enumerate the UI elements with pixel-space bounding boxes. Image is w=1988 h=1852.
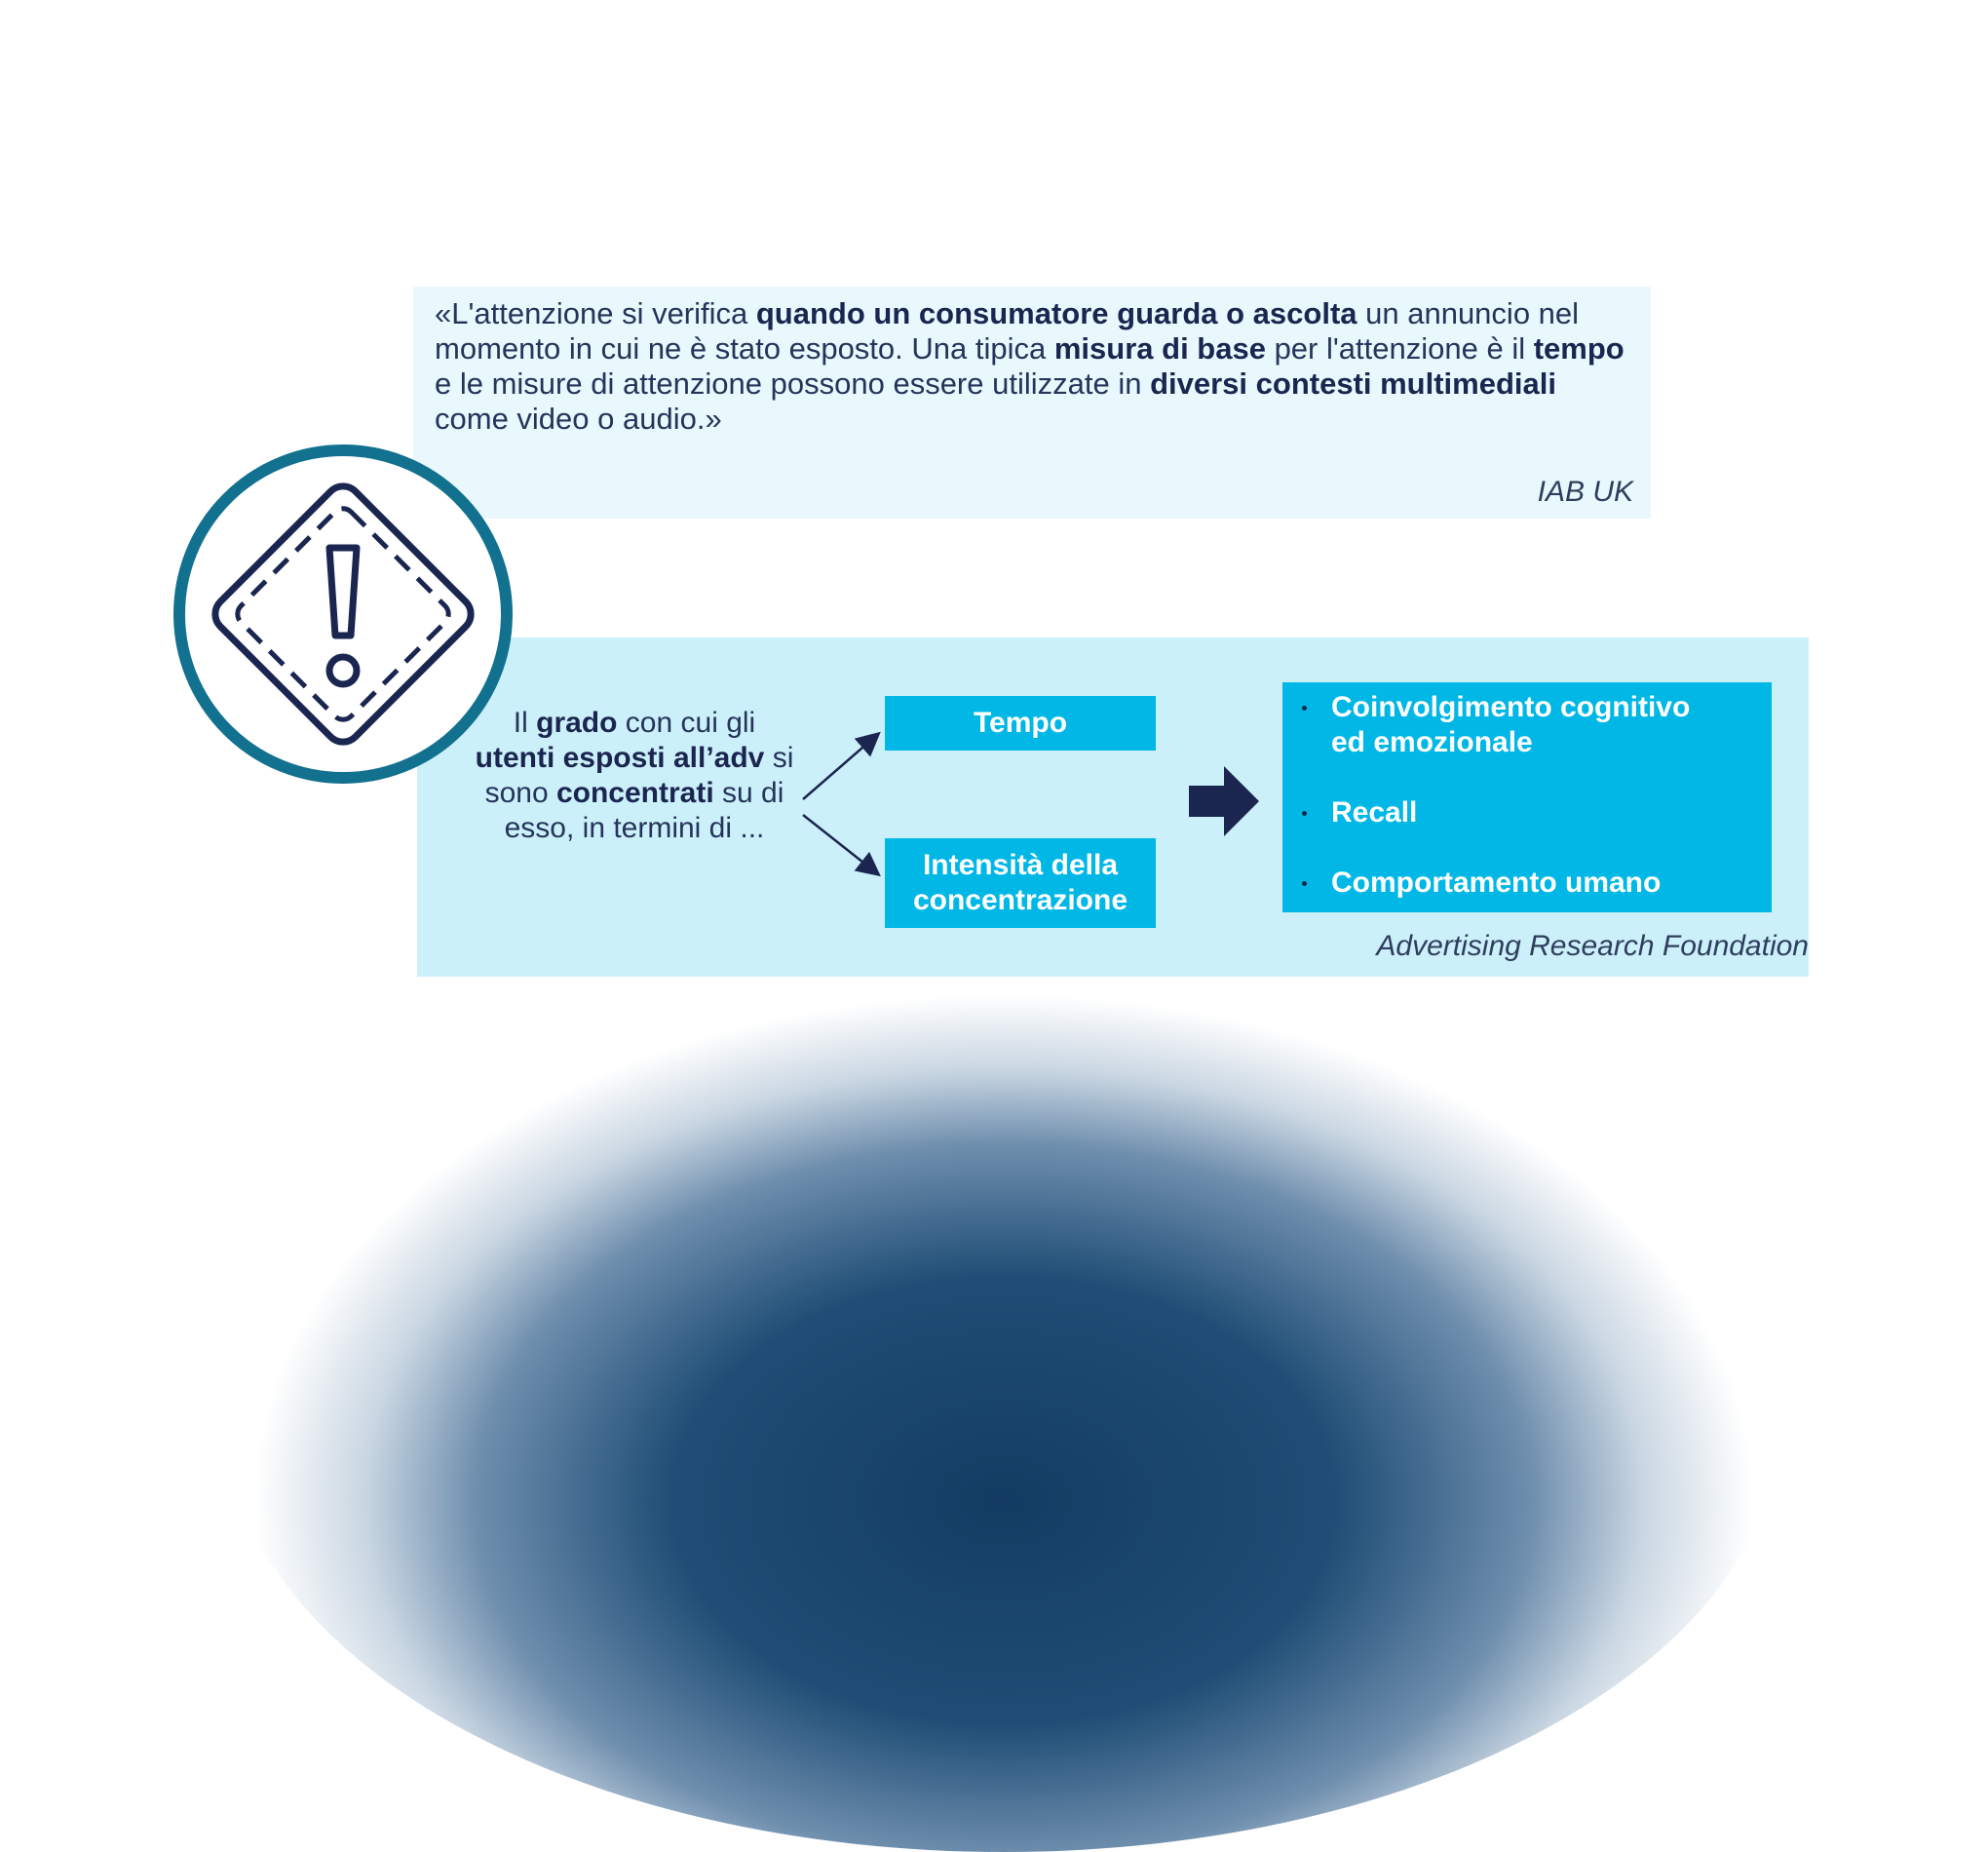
iab-quote-source: IAB UK (1537, 476, 1633, 508)
arf-source: Advertising Research Foundation (1376, 930, 1809, 962)
time-dimension-label (885, 696, 1156, 751)
body-text: per l'attenzione è il (1265, 331, 1534, 366)
bullet-dot (1302, 881, 1307, 886)
body-text: un annuncio nel momento in cui ne è stato esposto. Una tipica (435, 296, 1580, 366)
warning-icon-badge (173, 444, 513, 784)
emphasis-text: misura di base (1053, 331, 1266, 366)
attention-outcomes-box (1282, 682, 1772, 912)
emphasis-text: quando un consumatore guarda o ascolta (755, 296, 1357, 330)
bullet-dot (1302, 706, 1307, 711)
iab-quote-text (435, 296, 1629, 437)
body-text: con cui gli (617, 707, 756, 739)
outcome-engagement (1282, 690, 1690, 760)
outcome-behavior-label: Comportamento umano (1331, 867, 1662, 899)
attention-definition-text (474, 706, 795, 846)
outcome-engagement-line2: ed emozionale (1331, 726, 1533, 758)
bullet-dot (1302, 811, 1307, 816)
emphasis-text: diversi contesti multimediali (1150, 367, 1556, 401)
intensity-label-line1: Intensità della (922, 849, 1119, 881)
outcome-behavior (1282, 866, 1661, 901)
intensity-label-line2: concentrazione (912, 884, 1128, 916)
body-text: su di esso, in termini di ... (504, 777, 784, 844)
body-text: si sono (484, 742, 794, 809)
outcome-engagement-line1: Coinvolgimento cognitivo (1331, 691, 1691, 723)
body-text: «L'attenzione si verifica (435, 296, 756, 330)
body-text: e le misure di attenzione possono essere utilizzate in (435, 367, 1151, 401)
warning-diamond-icon (185, 456, 501, 772)
outcome-recall (1282, 795, 1417, 830)
outcome-recall-label: Recall (1331, 796, 1418, 829)
emphasis-text: concentrati (555, 777, 714, 809)
bottom-glow-decoration (224, 975, 1783, 1852)
emphasis-text: tempo (1533, 331, 1625, 366)
right-arrow-icon (1187, 764, 1261, 838)
emphasis-text: utenti esposti all’adv (475, 742, 765, 774)
iab-quote-box (413, 287, 1651, 519)
branch-arrows (799, 721, 887, 887)
arrow-to-time (803, 735, 877, 799)
body-text: come video o audio.» (435, 402, 722, 436)
arrow-to-intensity (803, 815, 877, 873)
time-label: Tempo (973, 707, 1068, 739)
intensity-dimension-label (885, 838, 1156, 928)
body-text: Il (513, 707, 537, 739)
emphasis-text: grado (536, 707, 618, 739)
